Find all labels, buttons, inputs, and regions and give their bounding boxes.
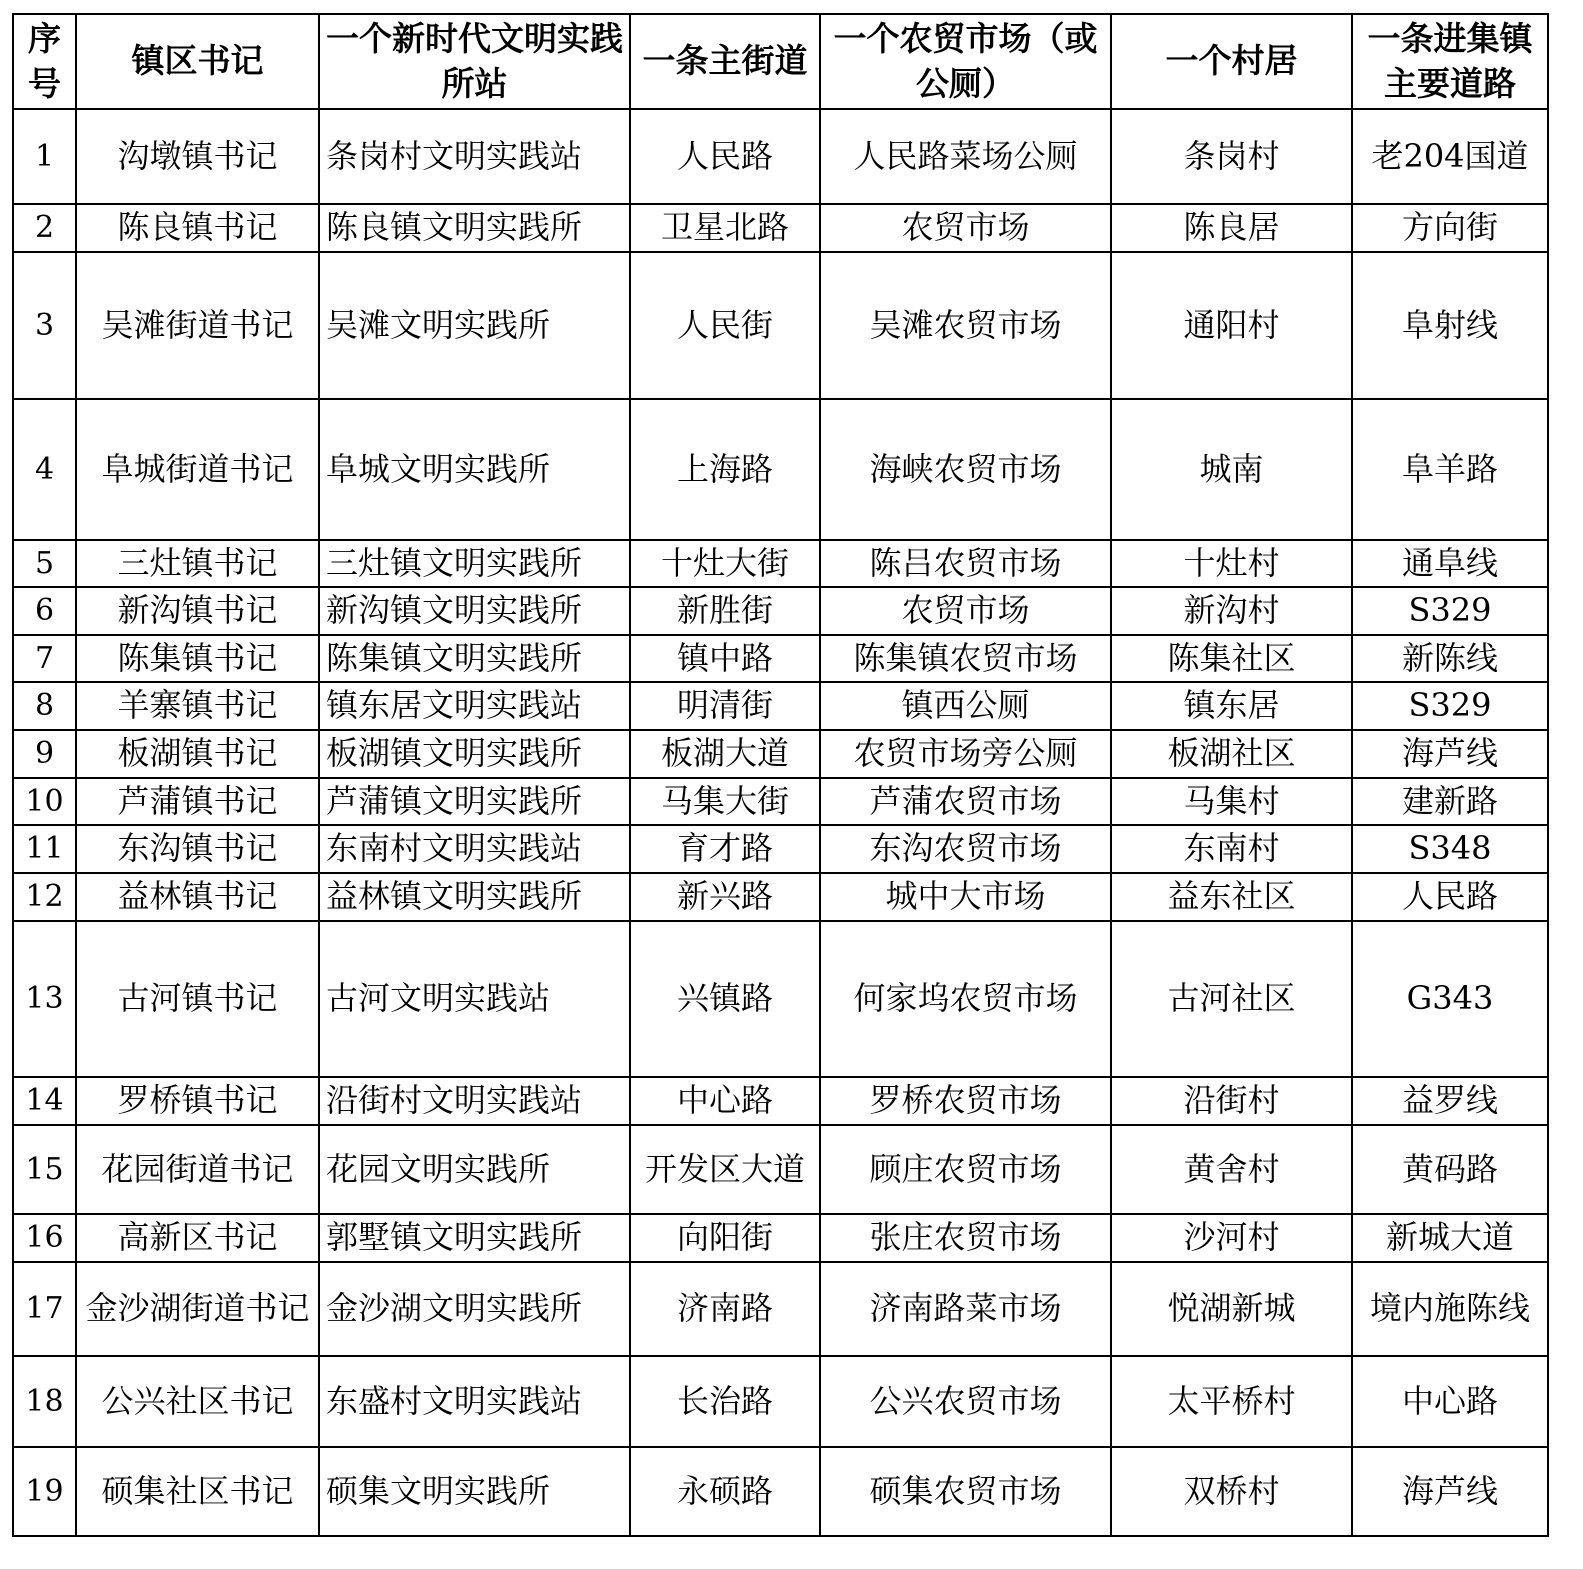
main-street-cell: 永硕路: [630, 1447, 820, 1536]
main-street-cell: 中心路: [630, 1077, 820, 1125]
main-street-cell: 新胜街: [630, 587, 820, 635]
market-cell: 吴滩农贸市场: [820, 252, 1111, 399]
entry-road-cell: S329: [1352, 682, 1548, 730]
market-cell: 人民路菜场公厕: [820, 109, 1111, 204]
village-cell: 黄舍村: [1111, 1125, 1352, 1214]
secretary-cell: 羊寨镇书记: [76, 682, 319, 730]
village-cell: 东南村: [1111, 825, 1352, 873]
main-street-cell: 上海路: [630, 399, 820, 540]
table-row: [13, 1356, 1548, 1447]
market-cell: 顾庄农贸市场: [820, 1125, 1111, 1214]
main-street-cell: 新兴路: [630, 873, 820, 921]
header-cell-secretary: 镇区书记: [76, 14, 319, 109]
index-cell: 5: [13, 540, 76, 587]
main-street-cell: 十灶大街: [630, 540, 820, 587]
practice-station-cell: 吴滩文明实践所: [319, 252, 630, 399]
header-row: [13, 14, 1548, 109]
village-cell: 陈集社区: [1111, 635, 1352, 682]
entry-road-cell: S329: [1352, 587, 1548, 635]
entry-road-cell: 人民路: [1352, 873, 1548, 921]
practice-station-cell: 古河文明实践站: [319, 921, 630, 1077]
market-cell: 芦蒲农贸市场: [820, 778, 1111, 825]
secretary-cell: 益林镇书记: [76, 873, 319, 921]
header-cell-entry-road: 一条进集镇主要道路: [1352, 14, 1548, 109]
secretary-cell: 芦蒲镇书记: [76, 778, 319, 825]
practice-station-cell: 板湖镇文明实践所: [319, 730, 630, 778]
entry-road-cell: G343: [1352, 921, 1548, 1077]
header-cell-market: 一个农贸市场（或公厕）: [820, 14, 1111, 109]
index-cell: 18: [13, 1356, 76, 1447]
entry-road-cell: 新陈线: [1352, 635, 1548, 682]
market-cell: 海峡农贸市场: [820, 399, 1111, 540]
index-cell: 14: [13, 1077, 76, 1125]
main-street-cell: 卫星北路: [630, 204, 820, 252]
village-cell: 太平桥村: [1111, 1356, 1352, 1447]
practice-station-cell: 东盛村文明实践站: [319, 1356, 630, 1447]
village-cell: 镇东居: [1111, 682, 1352, 730]
header-cell-main-street: 一条主街道: [630, 14, 820, 109]
index-cell: 11: [13, 825, 76, 873]
practice-station-cell: 条岗村文明实践站: [319, 109, 630, 204]
header-cell-practice-station: 一个新时代文明实践所站: [319, 14, 630, 109]
secretary-cell: 板湖镇书记: [76, 730, 319, 778]
entry-road-cell: 黄码路: [1352, 1125, 1548, 1214]
entry-road-cell: 建新路: [1352, 778, 1548, 825]
village-cell: 城南: [1111, 399, 1352, 540]
practice-station-cell: 花园文明实践所: [319, 1125, 630, 1214]
index-cell: 10: [13, 778, 76, 825]
village-cell: 古河社区: [1111, 921, 1352, 1077]
practice-station-cell: 阜城文明实践所: [319, 399, 630, 540]
index-cell: 2: [13, 204, 76, 252]
practice-station-cell: 新沟镇文明实践所: [319, 587, 630, 635]
entry-road-cell: 老204国道: [1352, 109, 1548, 204]
village-cell: 陈良居: [1111, 204, 1352, 252]
village-cell: 马集村: [1111, 778, 1352, 825]
table-row: [13, 204, 1548, 252]
secretary-cell: 阜城街道书记: [76, 399, 319, 540]
market-cell: 农贸市场: [820, 204, 1111, 252]
main-street-cell: 镇中路: [630, 635, 820, 682]
market-cell: 公兴农贸市场: [820, 1356, 1111, 1447]
main-street-cell: 长治路: [630, 1356, 820, 1447]
village-cell: 益东社区: [1111, 873, 1352, 921]
market-cell: 硕集农贸市场: [820, 1447, 1111, 1536]
index-cell: 4: [13, 399, 76, 540]
secretary-cell: 高新区书记: [76, 1214, 319, 1262]
header-cell-village: 一个村居: [1111, 14, 1352, 109]
table-row: [13, 682, 1548, 730]
village-cell: 沙河村: [1111, 1214, 1352, 1262]
practice-station-cell: 陈集镇文明实践所: [319, 635, 630, 682]
market-cell: 罗桥农贸市场: [820, 1077, 1111, 1125]
table-row: [13, 109, 1548, 204]
table-row: [13, 1214, 1548, 1262]
secretary-cell: 罗桥镇书记: [76, 1077, 319, 1125]
market-cell: 农贸市场旁公厕: [820, 730, 1111, 778]
entry-road-cell: 海芦线: [1352, 1447, 1548, 1536]
index-cell: 1: [13, 109, 76, 204]
market-cell: 张庄农贸市场: [820, 1214, 1111, 1262]
market-cell: 何家坞农贸市场: [820, 921, 1111, 1077]
header-cell-index: 序号: [13, 14, 76, 109]
main-street-cell: 济南路: [630, 1262, 820, 1356]
table-row: [13, 1447, 1548, 1536]
main-street-cell: 开发区大道: [630, 1125, 820, 1214]
entry-road-cell: 阜射线: [1352, 252, 1548, 399]
market-cell: 镇西公厕: [820, 682, 1111, 730]
table-row: [13, 1125, 1548, 1214]
table-row: [13, 778, 1548, 825]
practice-station-cell: 硕集文明实践所: [319, 1447, 630, 1536]
index-cell: 8: [13, 682, 76, 730]
entry-road-cell: 新城大道: [1352, 1214, 1548, 1262]
table-row: [13, 540, 1548, 587]
main-street-cell: 马集大街: [630, 778, 820, 825]
secretary-cell: 陈良镇书记: [76, 204, 319, 252]
village-cell: 条岗村: [1111, 109, 1352, 204]
village-cell: 沿街村: [1111, 1077, 1352, 1125]
main-street-cell: 板湖大道: [630, 730, 820, 778]
practice-station-cell: 芦蒲镇文明实践所: [319, 778, 630, 825]
index-cell: 17: [13, 1262, 76, 1356]
entry-road-cell: 海芦线: [1352, 730, 1548, 778]
secretary-cell: 公兴社区书记: [76, 1356, 319, 1447]
entry-road-cell: 方向街: [1352, 204, 1548, 252]
table-row: [13, 399, 1548, 540]
village-cell: 悦湖新城: [1111, 1262, 1352, 1356]
main-street-cell: 明清街: [630, 682, 820, 730]
table-body: [13, 109, 1548, 1536]
secretary-cell: 花园街道书记: [76, 1125, 319, 1214]
table-row: [13, 252, 1548, 399]
table-row: [13, 921, 1548, 1077]
village-cell: 新沟村: [1111, 587, 1352, 635]
table-row: [13, 730, 1548, 778]
market-cell: 济南路菜市场: [820, 1262, 1111, 1356]
main-street-cell: 人民街: [630, 252, 820, 399]
main-street-cell: 育才路: [630, 825, 820, 873]
index-cell: 7: [13, 635, 76, 682]
secretary-cell: 金沙湖街道书记: [76, 1262, 319, 1356]
practice-station-cell: 益林镇文明实践所: [319, 873, 630, 921]
market-cell: 城中大市场: [820, 873, 1111, 921]
table-row: [13, 587, 1548, 635]
main-street-cell: 向阳街: [630, 1214, 820, 1262]
secretary-cell: 吴滩街道书记: [76, 252, 319, 399]
village-cell: 双桥村: [1111, 1447, 1352, 1536]
secretary-cell: 沟墩镇书记: [76, 109, 319, 204]
village-cell: 板湖社区: [1111, 730, 1352, 778]
assignment-table: [12, 13, 1549, 1537]
secretary-cell: 新沟镇书记: [76, 587, 319, 635]
entry-road-cell: 通阜线: [1352, 540, 1548, 587]
practice-station-cell: 三灶镇文明实践所: [319, 540, 630, 587]
index-cell: 12: [13, 873, 76, 921]
practice-station-cell: 金沙湖文明实践所: [319, 1262, 630, 1356]
index-cell: 3: [13, 252, 76, 399]
index-cell: 13: [13, 921, 76, 1077]
secretary-cell: 三灶镇书记: [76, 540, 319, 587]
village-cell: 通阳村: [1111, 252, 1352, 399]
table-row: [13, 635, 1548, 682]
entry-road-cell: 境内施陈线: [1352, 1262, 1548, 1356]
secretary-cell: 硕集社区书记: [76, 1447, 319, 1536]
entry-road-cell: 益罗线: [1352, 1077, 1548, 1125]
entry-road-cell: 阜羊路: [1352, 399, 1548, 540]
practice-station-cell: 镇东居文明实践站: [319, 682, 630, 730]
village-cell: 十灶村: [1111, 540, 1352, 587]
main-street-cell: 兴镇路: [630, 921, 820, 1077]
market-cell: 陈集镇农贸市场: [820, 635, 1111, 682]
index-cell: 9: [13, 730, 76, 778]
entry-road-cell: S348: [1352, 825, 1548, 873]
practice-station-cell: 东南村文明实践站: [319, 825, 630, 873]
table-row: [13, 825, 1548, 873]
market-cell: 东沟农贸市场: [820, 825, 1111, 873]
practice-station-cell: 陈良镇文明实践所: [319, 204, 630, 252]
index-cell: 19: [13, 1447, 76, 1536]
table-row: [13, 873, 1548, 921]
secretary-cell: 东沟镇书记: [76, 825, 319, 873]
secretary-cell: 古河镇书记: [76, 921, 319, 1077]
main-street-cell: 人民路: [630, 109, 820, 204]
index-cell: 15: [13, 1125, 76, 1214]
practice-station-cell: 郭墅镇文明实践所: [319, 1214, 630, 1262]
market-cell: 农贸市场: [820, 587, 1111, 635]
entry-road-cell: 中心路: [1352, 1356, 1548, 1447]
index-cell: 6: [13, 587, 76, 635]
table-row: [13, 1262, 1548, 1356]
table-row: [13, 1077, 1548, 1125]
market-cell: 陈吕农贸市场: [820, 540, 1111, 587]
practice-station-cell: 沿街村文明实践站: [319, 1077, 630, 1125]
index-cell: 16: [13, 1214, 76, 1262]
secretary-cell: 陈集镇书记: [76, 635, 319, 682]
